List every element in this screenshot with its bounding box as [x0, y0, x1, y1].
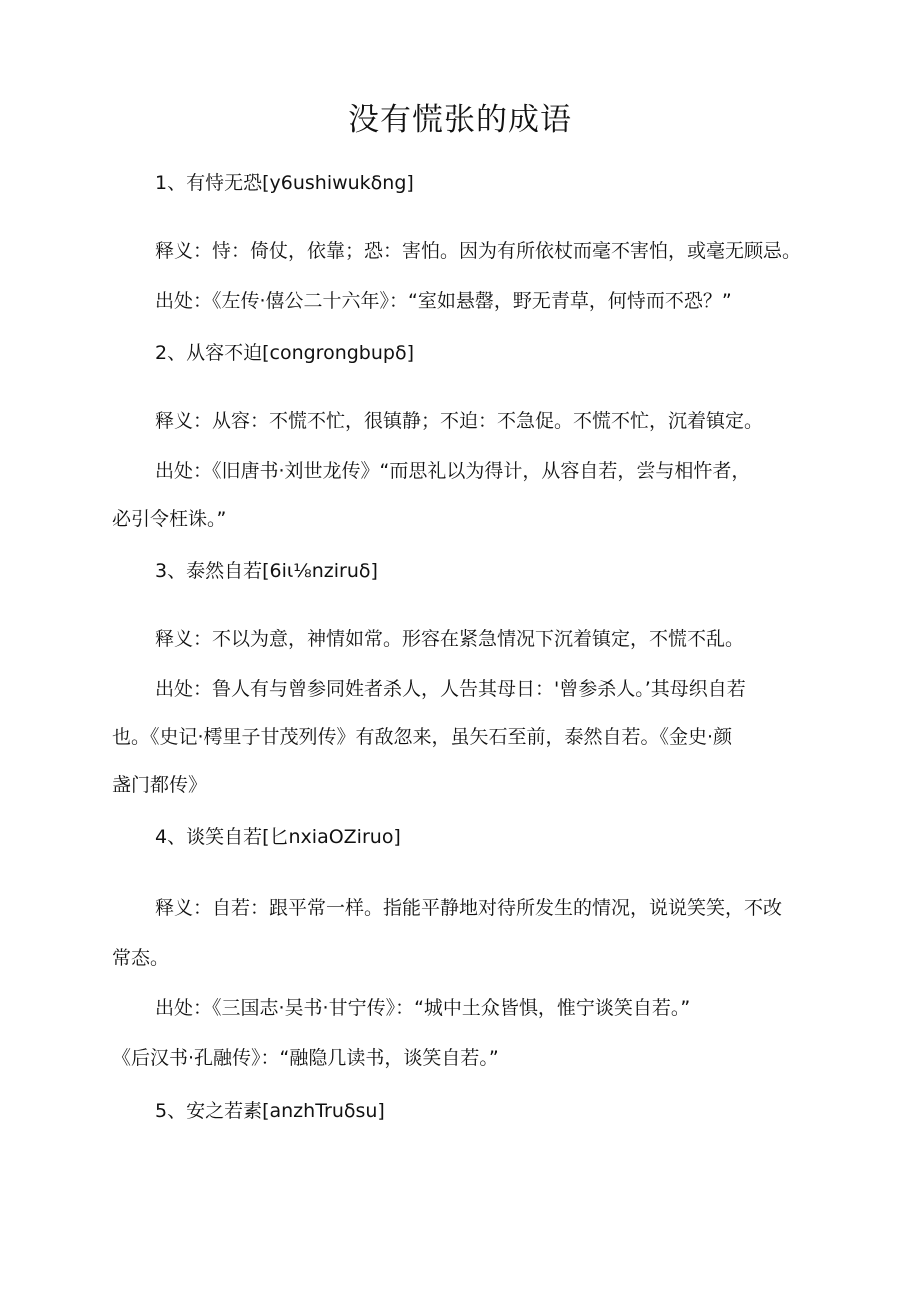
entry-4-heading: 4、谈笑自若[匕nxiaOZiruo]	[155, 826, 401, 848]
entry-2-heading: 2、从容不迫[congrongbupδ]	[155, 342, 414, 364]
entry-2-source: 出处：《旧唐书·刘世龙传》“而思礼以为得计，从容自若，尝与相忤者，	[155, 460, 751, 482]
entry-4-definition-cont: 常态。	[112, 947, 170, 969]
entry-3-definition: 释义：不以为意，神情如常。形容在紧急情况下沉着镇定，不慌不乱。	[155, 628, 745, 650]
entry-2-definition: 释义：从容：不慌不忙，很镇静；不迫：不急促。不慌不忙，沉着镇定。	[155, 410, 764, 432]
entry-1-heading: 1、有恃无恐[y6ushiwukδng]	[155, 172, 414, 194]
page-title: 没有慌张的成语	[348, 102, 572, 138]
entry-1-definition: 释义：恃：倚仗，依靠；恐：害怕。因为有所依杖而毫不害怕，或毫无顾忌。	[155, 240, 802, 262]
entry-4-source: 出处：《三国志·吴书·甘宁传》：“城中土众皆惧，惟宁谈笑自若。”	[155, 997, 691, 1019]
entry-3-source-cont: 也。《史记·樗里子甘茂列传》有敌忽来，虽矢石至前，泰然自若。《金史·颜	[112, 726, 733, 748]
entry-1-source: 出处：《左传·僖公二十六年》：“室如悬罄，野无青草，何恃而不恐？”	[155, 290, 732, 312]
entry-3-source: 出处：鲁人有与曾参同姓者杀人，人告其母日：'曾参杀人。’其母织自若	[155, 678, 746, 700]
entry-4-source-cont: 《后汉书·孔融传》：“融隐几读书，谈笑自若。”	[112, 1047, 499, 1069]
entry-2-source-cont: 必引令枉诛。”	[112, 508, 227, 530]
entry-3-source-cont-2: 盏门都传》	[112, 774, 208, 796]
entry-3-heading: 3、泰然自若[6iι⅛nziruδ]	[155, 560, 378, 582]
entry-5-heading: 5、安之若素[anzhTruδsu]	[155, 1100, 385, 1122]
entry-4-definition: 释义：自若：跟平常一样。指能平静地对待所发生的情况，说说笑笑，不改	[155, 897, 783, 919]
